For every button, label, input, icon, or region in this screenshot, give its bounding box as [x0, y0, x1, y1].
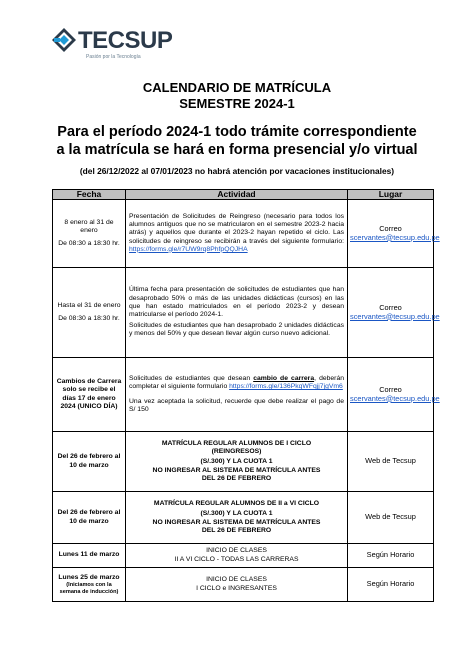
- activity-text-cont: , deberán completar el siguiente formulario: [129, 375, 345, 391]
- activity-highlight: cambio de carrera: [253, 375, 315, 383]
- logo-name: TECSUP: [78, 27, 173, 54]
- activity-line: MATRÍCULA REGULAR ALUMNOS DE II a VI CICLO: [153, 500, 320, 508]
- activity-line: (S/.300) Y LA CUOTA 1: [200, 458, 273, 466]
- page-title-semester: SEMESTRE 2024-1: [179, 96, 295, 111]
- row-date: [53, 268, 126, 358]
- row-activity: [126, 568, 348, 602]
- row-date: Cambios de Carrera solo se recibe el días 17 de enero 2024 (UNICO DÍA): [53, 358, 126, 432]
- activity-text: Solicitudes de estudiantes que desean: [129, 375, 251, 383]
- date-range: 8 enero al 31 de enero: [64, 219, 114, 235]
- row-date: Del 26 de febrero al 10 de marzo: [53, 492, 126, 544]
- activity-line: MATRÍCULA REGULAR ALUMNOS DE I CICLO: [161, 439, 312, 447]
- place-title: Correo: [379, 303, 402, 313]
- activity-line: DEL 26 DE FEBRERO: [201, 526, 272, 534]
- row-date: [53, 568, 126, 602]
- table-row: [53, 432, 434, 492]
- activity-line: NO INGRESAR AL SISTEMA DE MATRÍCULA ANTES: [152, 466, 321, 474]
- place-email-link[interactable]: scervantes@tecsup.edu.pe: [350, 393, 440, 403]
- row-date: Lunes 11 de marzo: [53, 544, 126, 568]
- row-place: [348, 358, 440, 432]
- header-actividad: Actividad: [126, 190, 348, 200]
- place-email-link[interactable]: scervantes@tecsup.edu.pe: [350, 232, 440, 242]
- row-activity: [126, 268, 348, 358]
- table-row: [53, 200, 434, 268]
- vacation-note: (del 26/12/2022 al 07/01/2023 no habrá atención por vacaciones institucionales): [79, 166, 395, 176]
- logo-tagline: Pasión por la Tecnología: [86, 54, 141, 60]
- place-title: Correo: [379, 224, 402, 234]
- place-title: Correo: [379, 385, 402, 395]
- table-row: [53, 268, 434, 358]
- page-title: CALENDARIO DE MATRÍCULA: [142, 80, 332, 95]
- table-row: [53, 358, 434, 432]
- row-place: [348, 268, 440, 358]
- career-change-form-link[interactable]: https://forms.gle/136PkqWFqjj7jgVm6: [229, 383, 343, 391]
- activity-line: (S/.300) Y LA CUOTA 1: [200, 510, 273, 518]
- tecsup-logo-icon: [52, 28, 76, 52]
- row-place: Según Horario: [348, 544, 434, 568]
- reentry-form-link[interactable]: https://forms.gle/r7UW9rq8PhfpQQJHA: [129, 245, 248, 253]
- activity-line: INICIO DE CLASES: [206, 547, 267, 555]
- activity-line: (REINGRESOS): [211, 448, 262, 456]
- row-activity: [126, 492, 348, 544]
- date-note: (Iniciamos con la semana de inducción): [59, 582, 119, 595]
- subtitle-line-2: a la matrícula se hará en forma presencial y/o virtual: [56, 142, 418, 158]
- row-place: [348, 200, 440, 268]
- table-row: [53, 544, 434, 568]
- activity-line: INICIO DE CLASES: [206, 576, 267, 584]
- row-activity: [126, 358, 348, 432]
- place-email-link[interactable]: scervantes@tecsup.edu.pe: [350, 311, 440, 321]
- enrollment-calendar-table: [52, 189, 440, 602]
- activity-text: Última fecha para presentación de solicitudes de estudiantes que han desaprobado 50% o más de las unidades didácticas (cursos) en las que han estado matriculados en el período 2023-2 y desean matricularse el período 2024-1.: [129, 286, 344, 318]
- activity-text-2: Una vez aceptada la solicitud, recuerde que debe realizar el pago de S/ 150: [129, 397, 344, 413]
- row-activity: [126, 200, 348, 268]
- row-date: [53, 200, 126, 268]
- date-hours: De 08:30 a 18:30 hr.: [58, 314, 120, 322]
- row-place: Web de Tecsup: [348, 492, 434, 544]
- date-range: Hasta el 31 de enero: [57, 302, 121, 310]
- subtitle-line-1: Para el período 2024-1 todo trámite correspondiente: [57, 124, 417, 140]
- row-activity: [126, 544, 348, 568]
- date-hours: De 08:30 a 18:30 hr.: [58, 239, 120, 247]
- header-fecha: Fecha: [53, 190, 126, 200]
- header-lugar: Lugar: [348, 190, 434, 200]
- table-header-row: [53, 190, 434, 200]
- row-date: Del 26 de febrero al 10 de marzo: [53, 432, 126, 492]
- activity-line: I CICLO e INGRESANTES: [196, 584, 277, 592]
- row-activity: [126, 432, 348, 492]
- activity-text-2: Solicitudes de estudiantes que han desaprobado 2 unidades didácticas y menos del 50% y que desean llevar algún curso nuevo adicional.: [129, 322, 344, 338]
- activity-line: II A VI CICLO - TODAS LAS CARRERAS: [174, 555, 299, 563]
- date-text: Lunes 25 de marzo: [58, 573, 120, 581]
- table-row: [53, 492, 434, 544]
- tecsup-logo: [52, 26, 182, 66]
- activity-line: NO INGRESAR AL SISTEMA DE MATRÍCULA ANTES: [152, 518, 321, 526]
- row-place: Según Horario: [348, 568, 434, 602]
- activity-text: Presentación de Solicitudes de Reingreso (necesario para todos los alumnos antiguos que no se matricularon en el semestre 2023-2 hacia atrás) y aquellos que durante el 2023-2 hayan repetido el ciclo. Las solicitudes de reingreso se recibirán a través del siguiente formulario:: [129, 212, 344, 245]
- row-place: Web de Tecsup: [348, 432, 434, 492]
- table-row: [53, 568, 434, 602]
- activity-line: DEL 26 DE FEBRERO: [201, 474, 272, 482]
